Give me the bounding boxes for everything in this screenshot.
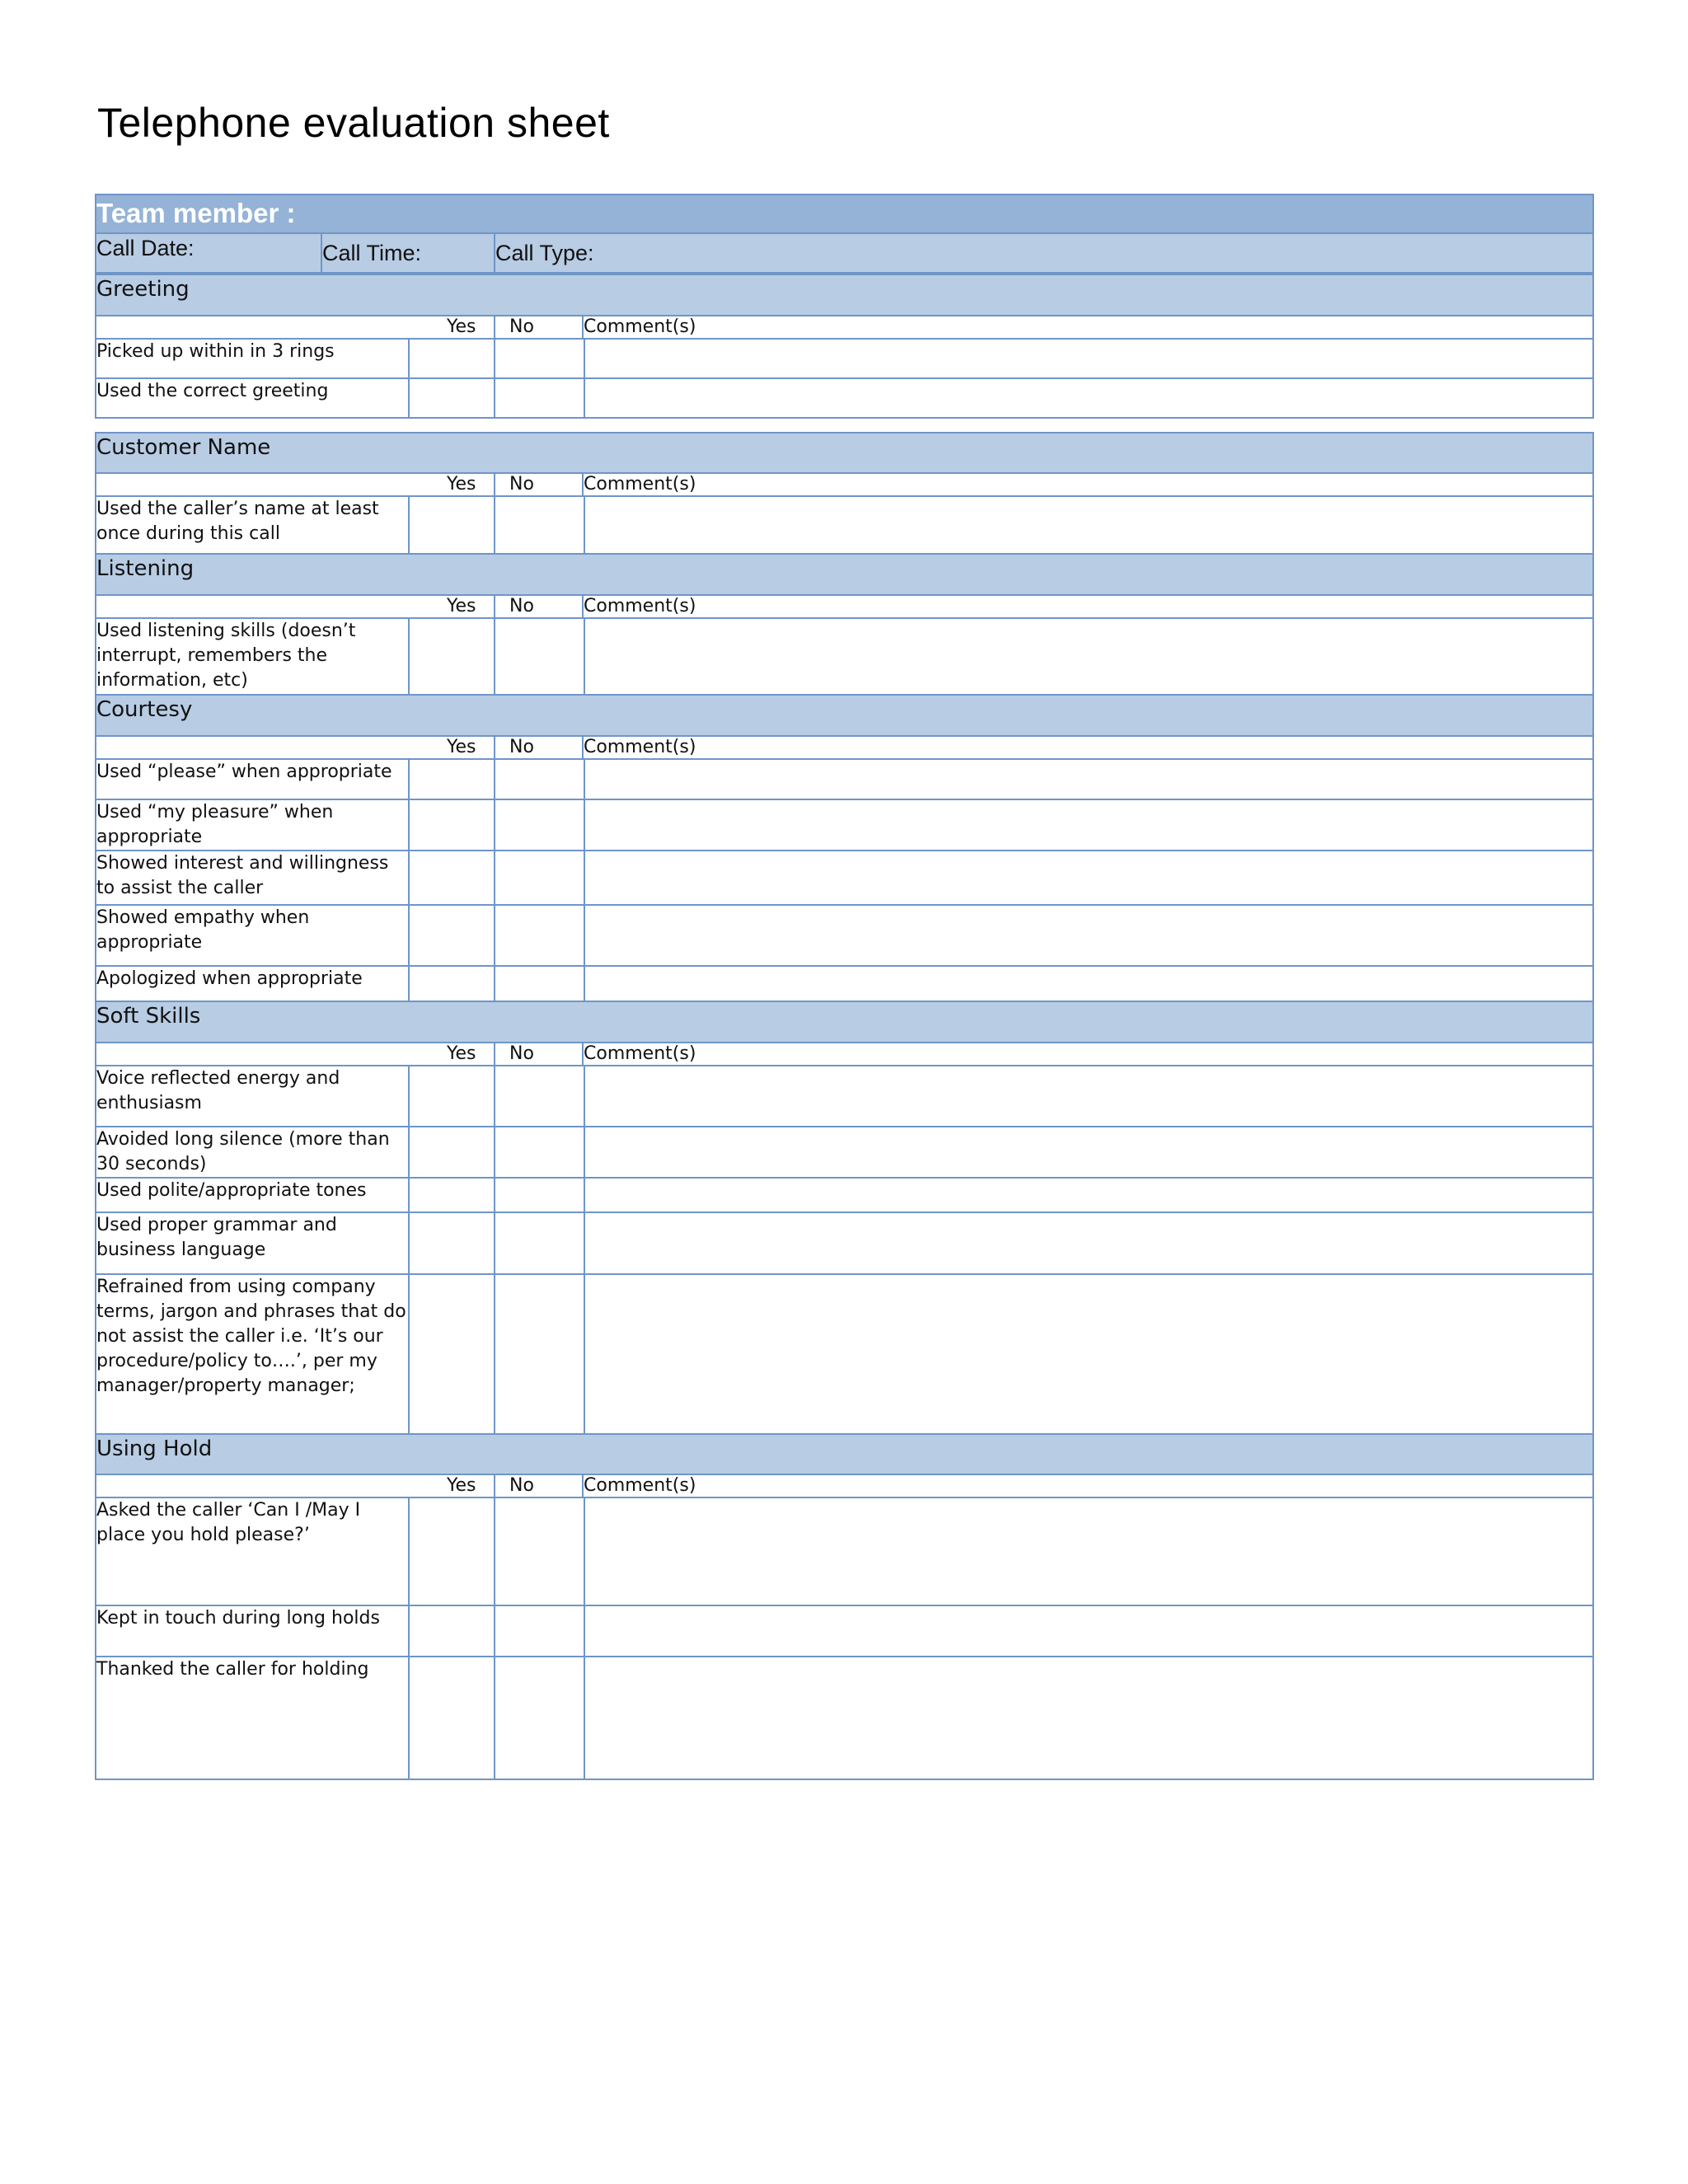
- criterion-cell: [95, 1177, 410, 1213]
- yes-checkbox-cell[interactable]: [408, 1497, 495, 1606]
- criterion-text: Voice reflected energy and enthusiasm: [96, 1068, 340, 1113]
- yes-column-header: Yes: [447, 316, 476, 337]
- criterion-text: Showed empathy when appropriate: [96, 907, 310, 953]
- comment-field[interactable]: [584, 758, 1594, 800]
- criterion-text: Refrained from using company terms, jargon and phrases that do not assist the caller i.e. ‘It’s our procedure/policy to….’, per my manager/property manager;: [96, 1277, 406, 1396]
- no-checkbox-cell[interactable]: [494, 850, 585, 906]
- criterion-text: Used “my pleasure” when appropriate: [96, 802, 334, 847]
- criterion-text: Asked the caller ‘Can I /May I place you hold please?’: [96, 1500, 361, 1545]
- no-checkbox-cell[interactable]: [494, 495, 585, 556]
- yes-checkbox-cell[interactable]: [408, 904, 495, 967]
- comment-field[interactable]: [584, 338, 1594, 379]
- criterion-cell: [95, 965, 410, 1003]
- section-title: Using Hold: [96, 1436, 213, 1461]
- no-checkbox-cell[interactable]: [494, 1656, 585, 1780]
- comment-field[interactable]: [584, 617, 1594, 696]
- comments-column-header: Comment(s): [584, 316, 696, 337]
- yes-column-divider: [494, 1474, 584, 1498]
- no-checkbox-cell[interactable]: [494, 338, 585, 379]
- section-header: [95, 1001, 1594, 1043]
- criterion-text: Picked up within in 3 rings: [96, 341, 335, 362]
- yes-column-header: Yes: [447, 737, 476, 757]
- column-header-row: [95, 472, 1594, 497]
- no-column-header: No: [509, 1475, 534, 1496]
- no-checkbox-cell[interactable]: [494, 1065, 585, 1127]
- criterion-cell: [95, 850, 410, 906]
- call-type-field[interactable]: [494, 232, 1594, 274]
- comment-field[interactable]: [584, 904, 1594, 967]
- comment-field[interactable]: [584, 1273, 1594, 1436]
- yes-column-header: Yes: [447, 1043, 476, 1064]
- comment-field[interactable]: [584, 1212, 1594, 1275]
- no-checkbox-cell[interactable]: [494, 965, 585, 1003]
- no-column-header: No: [509, 1043, 534, 1064]
- comment-field[interactable]: [584, 1126, 1594, 1179]
- yes-column-header: Yes: [447, 1475, 476, 1496]
- criterion-cell: [95, 1273, 410, 1436]
- yes-column-divider: [494, 315, 584, 340]
- criterion-text: Avoided long silence (more than 30 seconds): [96, 1129, 390, 1174]
- criterion-cell: [95, 1065, 410, 1127]
- no-checkbox-cell[interactable]: [494, 1177, 585, 1213]
- criterion-cell: [95, 1126, 410, 1179]
- section-header: [95, 432, 1594, 474]
- comment-field[interactable]: [584, 850, 1594, 906]
- document-title: Telephone evaluation sheet: [97, 100, 610, 146]
- yes-checkbox-cell[interactable]: [408, 1126, 495, 1179]
- yes-checkbox-cell[interactable]: [408, 850, 495, 906]
- comment-field[interactable]: [584, 1065, 1594, 1127]
- yes-column-divider: [494, 1042, 584, 1066]
- call-type-label: Call Type:: [495, 241, 594, 265]
- yes-checkbox-cell[interactable]: [408, 1212, 495, 1275]
- no-checkbox-cell[interactable]: [494, 1497, 585, 1606]
- criterion-cell: [95, 1212, 410, 1275]
- column-header-row: [95, 315, 1594, 340]
- section-header: [95, 274, 1594, 316]
- no-checkbox-cell[interactable]: [494, 799, 585, 851]
- criterion-text: Used polite/appropriate tones: [96, 1180, 367, 1201]
- yes-checkbox-cell[interactable]: [408, 965, 495, 1003]
- no-checkbox-cell[interactable]: [494, 1212, 585, 1275]
- yes-column-header: Yes: [447, 596, 476, 616]
- yes-checkbox-cell[interactable]: [408, 1177, 495, 1213]
- no-checkbox-cell[interactable]: [494, 1273, 585, 1436]
- section-title: Courtesy: [96, 697, 193, 722]
- call-date-label: Call Date:: [96, 236, 195, 260]
- yes-checkbox-cell[interactable]: [408, 377, 495, 419]
- comments-column-header: Comment(s): [584, 1043, 696, 1064]
- criterion-cell: [95, 758, 410, 800]
- section-title: Soft Skills: [96, 1004, 201, 1029]
- criterion-text: Used the caller’s name at least once during this call: [96, 499, 379, 544]
- comment-field[interactable]: [584, 1656, 1594, 1780]
- criterion-cell: [95, 377, 410, 419]
- column-header-row: [95, 1042, 1594, 1066]
- criterion-text: Showed interest and willingness to assist the caller: [96, 853, 389, 898]
- no-checkbox-cell[interactable]: [494, 1126, 585, 1179]
- criterion-cell: [95, 617, 410, 696]
- criterion-text: Kept in touch during long holds: [96, 1608, 380, 1629]
- comments-column-header: Comment(s): [584, 737, 696, 757]
- criterion-text: Used listening skills (doesn’t interrupt, remembers the information, etc): [96, 621, 356, 691]
- comment-field[interactable]: [584, 1497, 1594, 1606]
- yes-checkbox-cell[interactable]: [408, 1065, 495, 1127]
- yes-column-divider: [494, 735, 584, 760]
- comment-field[interactable]: [584, 377, 1594, 419]
- no-column-header: No: [509, 474, 534, 494]
- comment-field[interactable]: [584, 799, 1594, 851]
- no-column-header: No: [509, 737, 534, 757]
- call-date-field[interactable]: [95, 232, 322, 274]
- yes-checkbox-cell[interactable]: [408, 799, 495, 851]
- criterion-cell: [95, 1497, 410, 1606]
- comments-column-header: Comment(s): [584, 1475, 696, 1496]
- column-header-row: [95, 735, 1594, 760]
- yes-checkbox-cell[interactable]: [408, 758, 495, 800]
- no-checkbox-cell[interactable]: [494, 904, 585, 967]
- call-time-label: Call Time:: [322, 241, 422, 265]
- no-column-header: No: [509, 316, 534, 337]
- comment-field[interactable]: [584, 1605, 1594, 1657]
- criterion-cell: [95, 799, 410, 851]
- criterion-text: Apologized when appropriate: [96, 968, 363, 989]
- comment-field[interactable]: [584, 1177, 1594, 1213]
- section-header: [95, 553, 1594, 596]
- criterion-cell: [95, 1605, 410, 1657]
- column-header-row: [95, 1474, 1594, 1498]
- no-checkbox-cell[interactable]: [494, 617, 585, 696]
- yes-checkbox-cell[interactable]: [408, 1605, 495, 1657]
- comment-field[interactable]: [584, 495, 1594, 556]
- yes-column-divider: [494, 594, 584, 619]
- yes-checkbox-cell[interactable]: [408, 1273, 495, 1436]
- section-title: Customer Name: [96, 435, 271, 460]
- no-checkbox-cell[interactable]: [494, 1605, 585, 1657]
- yes-checkbox-cell[interactable]: [408, 617, 495, 696]
- section-header: [95, 694, 1594, 737]
- section-title: Listening: [96, 556, 195, 581]
- team-member-header[interactable]: [95, 194, 1594, 234]
- no-checkbox-cell[interactable]: [494, 377, 585, 419]
- no-checkbox-cell[interactable]: [494, 758, 585, 800]
- criterion-text: Used “please” when appropriate: [96, 762, 392, 782]
- section-header: [95, 1433, 1594, 1475]
- no-column-header: No: [509, 596, 534, 616]
- section-title: Greeting: [96, 277, 190, 302]
- call-time-field[interactable]: [321, 232, 495, 274]
- comment-field[interactable]: [584, 965, 1594, 1003]
- criterion-text: Used proper grammar and business language: [96, 1215, 337, 1260]
- criterion-cell: [95, 904, 410, 967]
- criterion-cell: [95, 338, 410, 379]
- yes-column-divider: [494, 472, 584, 497]
- comments-column-header: Comment(s): [584, 596, 696, 616]
- criterion-cell: [95, 1656, 410, 1780]
- yes-checkbox-cell[interactable]: [408, 495, 495, 556]
- criterion-text: Thanked the caller for holding: [96, 1659, 369, 1680]
- column-header-row: [95, 594, 1594, 619]
- criterion-cell: [95, 495, 410, 556]
- criterion-text: Used the correct greeting: [96, 381, 329, 401]
- yes-checkbox-cell[interactable]: [408, 338, 495, 379]
- comments-column-header: Comment(s): [584, 474, 696, 494]
- yes-column-header: Yes: [447, 474, 476, 494]
- team-member-label: Team member :: [96, 198, 296, 228]
- yes-checkbox-cell[interactable]: [408, 1656, 495, 1780]
